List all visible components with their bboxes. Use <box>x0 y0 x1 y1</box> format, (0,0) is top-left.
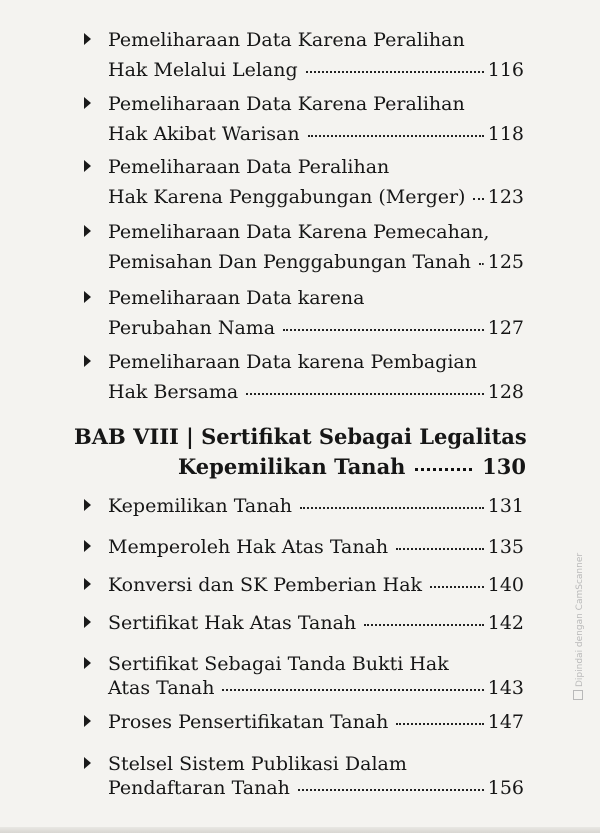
toc-entry <box>84 28 524 84</box>
page-number: 140 <box>487 574 524 596</box>
bullet-arrow-icon <box>84 97 91 109</box>
dot-leader <box>479 263 484 265</box>
entry-title: Pemeliharaan Data karena Pembagian <box>108 351 477 373</box>
entry-title: Sertifikat Hak Atas Tanah <box>108 612 357 634</box>
page-number: 147 <box>487 711 524 733</box>
entry-title: Sertifikat Sebagai Tanda Bukti Hak <box>108 653 449 675</box>
entry-title-cont: Hak Akibat Warisan <box>108 123 300 145</box>
page-number: 125 <box>487 251 524 273</box>
entry-title: Konversi dan SK Pemberian Hak <box>108 574 423 596</box>
entry-title: Pemeliharaan Data Karena Peralihan <box>108 93 465 115</box>
dot-leader <box>300 507 484 509</box>
entry-title-cont: Pemisahan Dan Penggabungan Tanah <box>108 251 471 273</box>
toc-entry <box>84 92 524 148</box>
bullet-arrow-icon <box>84 757 91 769</box>
bullet-arrow-icon <box>84 225 91 237</box>
chapter-title: BAB VIII | Sertifikat Sebagai Legalitas <box>74 424 527 449</box>
dot-leader <box>308 135 484 137</box>
entry-title: Memperoleh Hak Atas Tanah <box>108 536 389 558</box>
entry-title: Pemeliharaan Data Peralihan <box>108 156 390 178</box>
toc-entry <box>84 752 524 808</box>
bullet-arrow-icon <box>84 540 91 552</box>
page-number: 131 <box>487 495 524 517</box>
entry-title-cont: Atas Tanah <box>108 677 215 699</box>
entry-title: Pemeliharaan Data karena <box>108 287 365 309</box>
dot-leader <box>396 723 483 725</box>
page-bottom-edge <box>0 827 600 833</box>
dot-leader <box>364 624 484 626</box>
bullet-arrow-icon <box>84 355 91 367</box>
entry-title-cont: Perubahan Nama <box>108 317 276 339</box>
toc-entry <box>84 652 524 708</box>
camscanner-logo-icon <box>573 690 583 700</box>
bullet-arrow-icon <box>84 657 91 669</box>
toc-entry <box>84 710 524 738</box>
page-number: 156 <box>487 777 524 799</box>
entry-title: Stelsel Sistem Publikasi Dalam <box>108 753 407 775</box>
dot-leader <box>415 468 472 471</box>
toc-entry <box>84 494 524 522</box>
scanner-watermark-text: Dipindai dengan CamScanner <box>575 552 585 687</box>
entry-title-cont: Hak Karena Penggabungan (Merger) <box>108 186 466 208</box>
toc-entry <box>84 535 524 563</box>
dot-leader <box>298 789 484 791</box>
toc-entry <box>84 286 524 342</box>
dot-leader <box>222 689 483 691</box>
page-number: 118 <box>487 123 524 145</box>
toc-entry <box>84 220 524 276</box>
page-number: 143 <box>487 677 524 699</box>
scanner-watermark <box>573 553 585 700</box>
dot-leader <box>283 329 484 331</box>
entry-title-cont: Pendaftaran Tanah <box>108 777 290 799</box>
page-number: 116 <box>487 59 524 81</box>
page-number: 123 <box>487 186 524 208</box>
bullet-arrow-icon <box>84 578 91 590</box>
bullet-arrow-icon <box>84 616 91 628</box>
entry-title: Proses Pensertifikatan Tanah <box>108 711 389 733</box>
page-number: 135 <box>487 536 524 558</box>
bullet-arrow-icon <box>84 160 91 172</box>
bullet-arrow-icon <box>84 499 91 511</box>
entry-title-cont: Hak Melalui Lelang <box>108 59 298 81</box>
dot-leader <box>396 548 484 550</box>
toc-entry <box>84 573 524 601</box>
bullet-arrow-icon <box>84 291 91 303</box>
toc-entry <box>84 611 524 639</box>
dot-leader <box>246 393 484 395</box>
chapter-page-number: 130 <box>482 454 526 479</box>
dot-leader <box>430 586 484 588</box>
toc-entry <box>84 350 524 406</box>
entry-title: Kepemilikan Tanah <box>108 495 293 517</box>
toc-entry <box>84 155 524 211</box>
entry-title: Pemeliharaan Data Karena Peralihan <box>108 29 465 51</box>
dot-leader <box>473 198 483 200</box>
entry-title: Pemeliharaan Data Karena Pemecahan, <box>108 221 490 243</box>
page-number: 142 <box>487 612 524 634</box>
chapter-heading <box>74 424 526 484</box>
chapter-title-cont: Kepemilikan Tanah <box>178 454 406 479</box>
bullet-arrow-icon <box>84 33 91 45</box>
dot-leader <box>306 71 484 73</box>
page-number: 127 <box>487 317 524 339</box>
page-number: 128 <box>487 381 524 403</box>
bullet-arrow-icon <box>84 715 91 727</box>
entry-title-cont: Hak Bersama <box>108 381 239 403</box>
